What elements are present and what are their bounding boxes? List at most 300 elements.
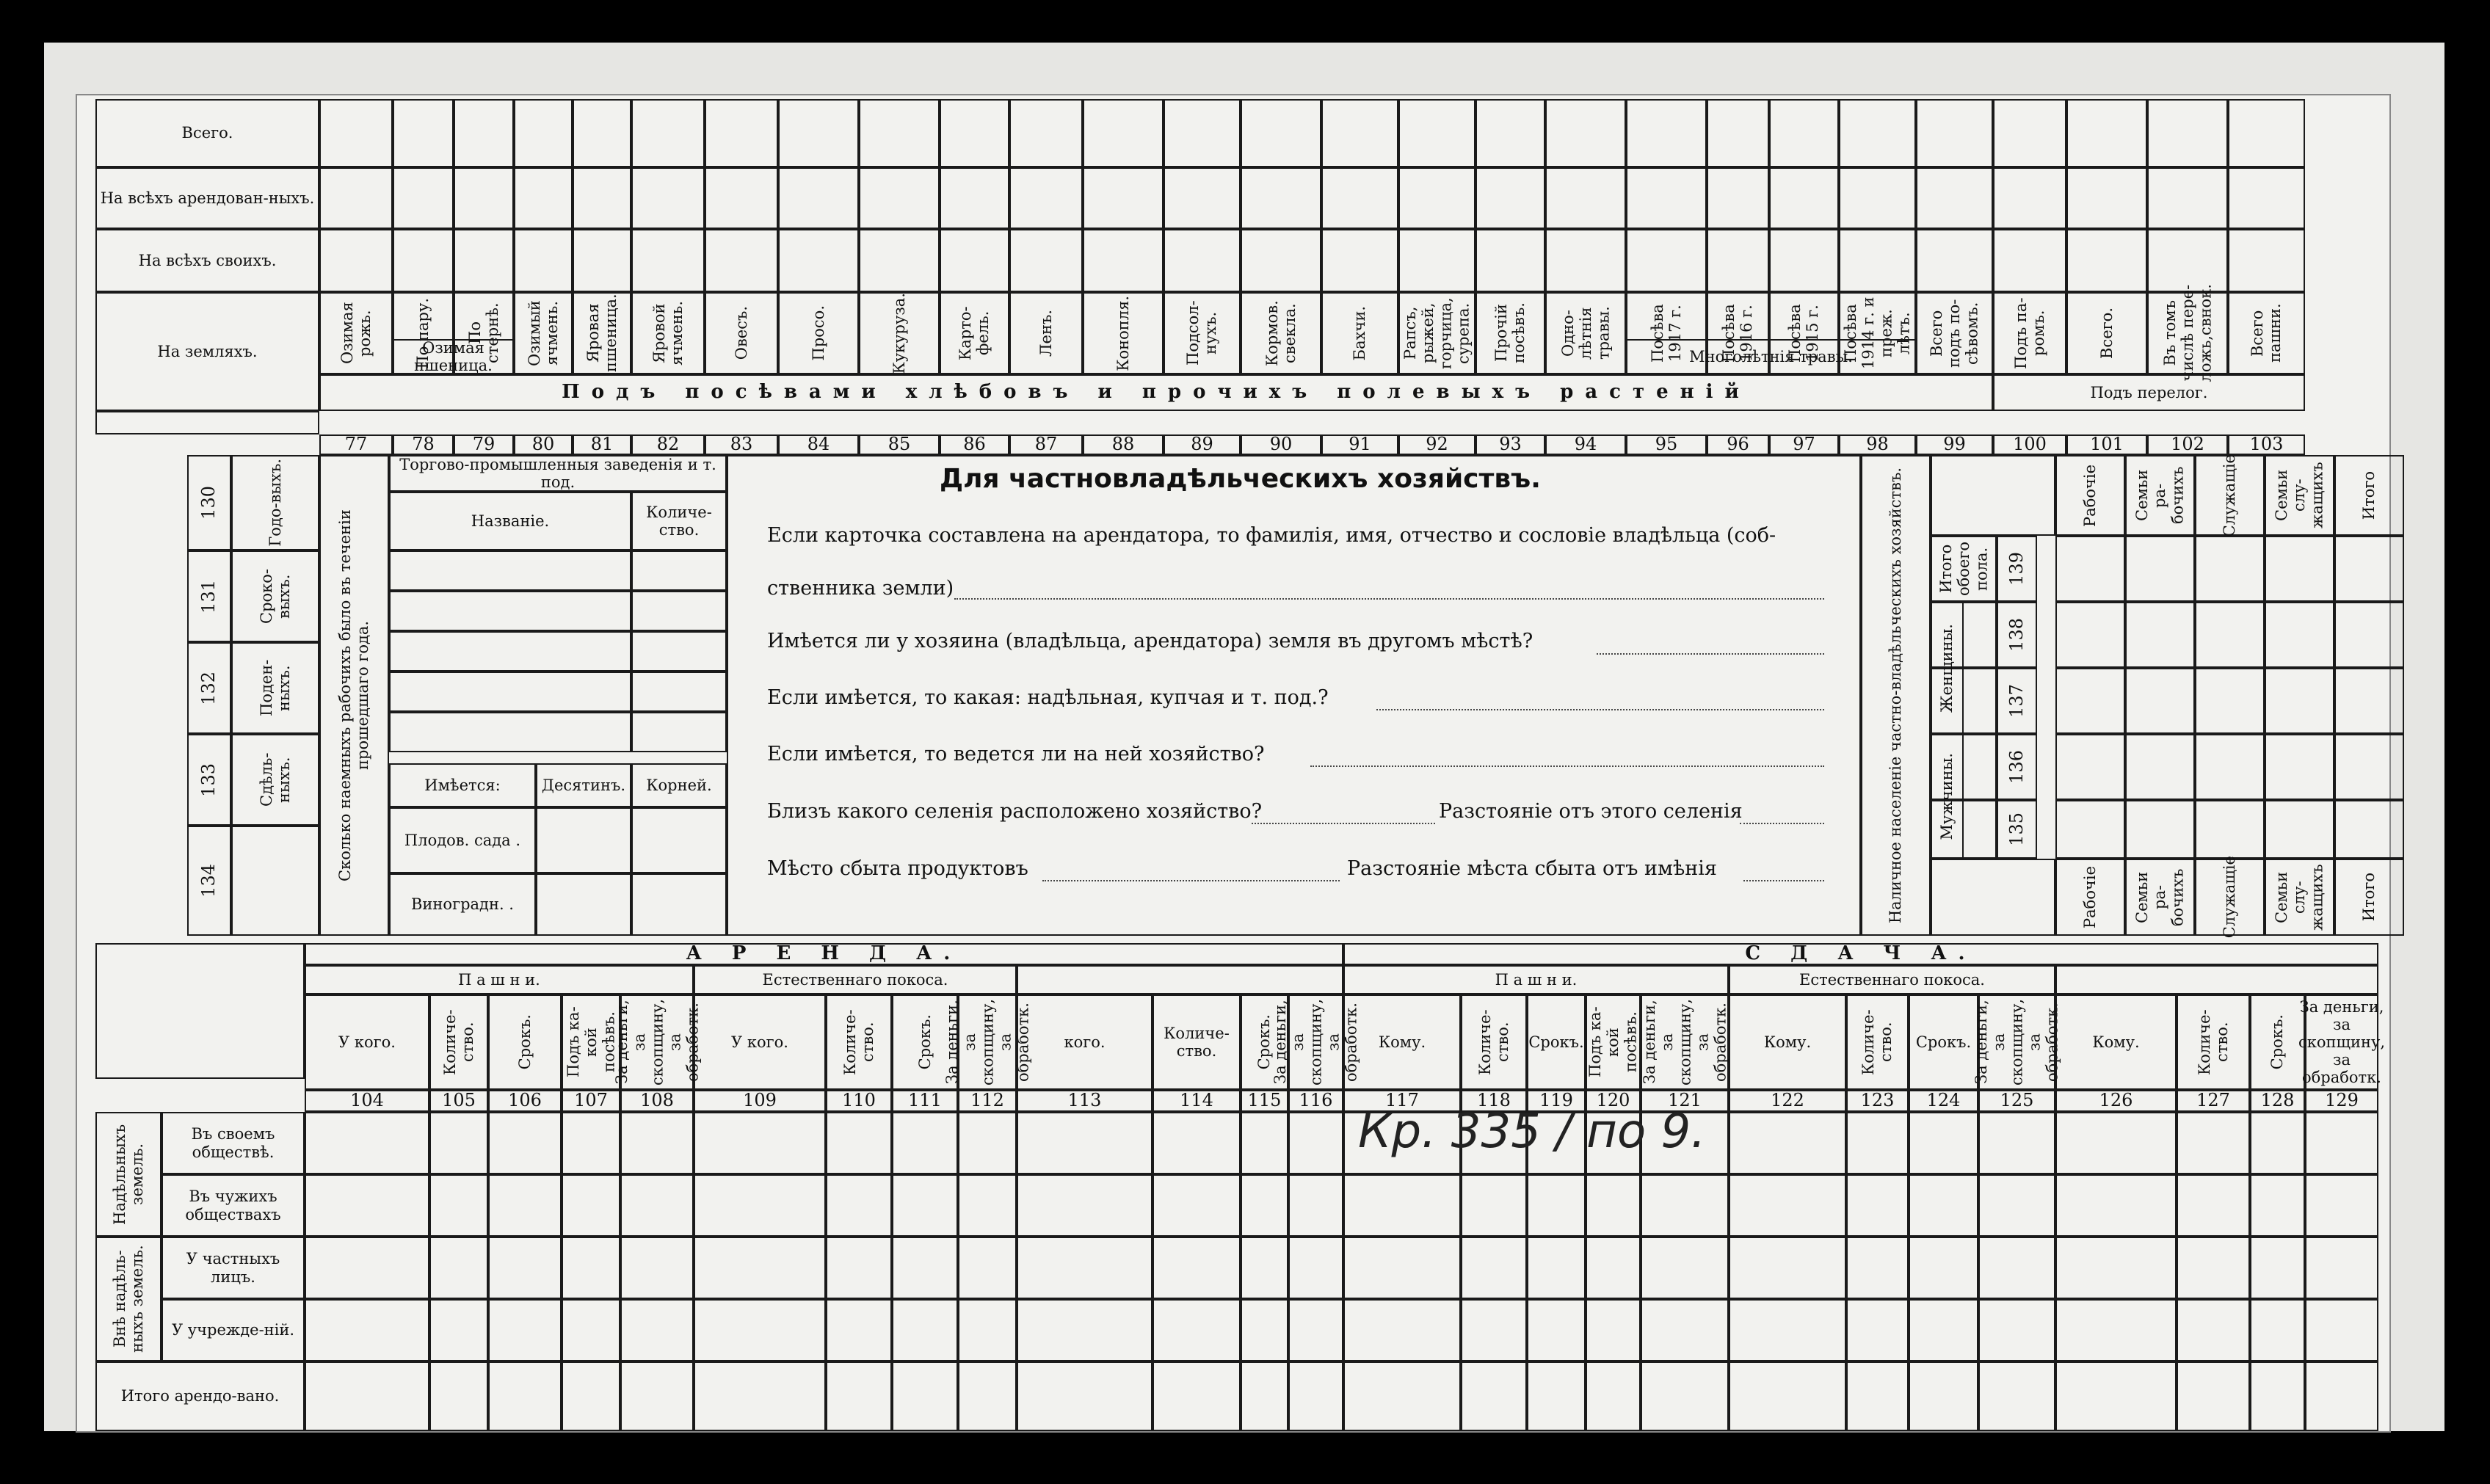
bottom-data-cell [1017,1237,1153,1299]
worker-num-text: 130 [198,486,219,520]
bottom-col-head-text: За деньги, за скопщину, за обработк. [943,998,1032,1086]
pop-right-cell [2125,800,2195,859]
bottom-col-num-text: 124 [1926,1090,1961,1111]
pop-spacer [1931,455,2055,536]
trade-row [631,591,727,631]
arenda-band [305,943,1343,965]
pop-right-cell [2265,734,2334,800]
crop-header-text: Прочій посѣвъ. [1492,302,1528,364]
bottom-col-num-text: 126 [2099,1090,2133,1111]
perelog-band-text: Подъ перелог. [2090,383,2208,401]
bottom-data-cell [694,1174,826,1237]
pop-num [1997,668,2037,734]
trade-row [631,712,727,752]
bottom-col-num-text: 121 [1668,1090,1702,1111]
pop-right-foot [2055,859,2125,936]
top-data-cell [1321,229,1398,292]
crop-number-text: 97 [1793,434,1815,455]
bottom-data-cell [1846,1237,1909,1299]
crop-header-text: Яровая пшеница. [584,294,620,373]
perelog-band [1993,374,2305,411]
bottom-data-cell [826,1299,892,1361]
bottom-data-cell [1527,1361,1586,1431]
bottom-data-cell [1461,1299,1527,1361]
top-data-cell [1398,99,1476,167]
mnogoletnie-label [1626,339,1916,374]
bottom-data-cell [694,1361,826,1431]
top-data-cell [1707,99,1769,167]
crop-number [1398,434,1476,455]
bottom-data-cell [892,1174,958,1237]
pop-right-head-text: Итого [2360,470,2378,520]
worker-num [187,826,231,936]
bottom-col-head [2177,994,2250,1090]
top-row-label-text: На всѣхъ своихъ. [138,251,277,269]
bottom-col-head-text: Срокъ. [2268,1014,2287,1070]
bottom-data-cell [305,1112,429,1174]
pop-num [1997,602,2037,668]
imeetsya-label-text: Имѣется: [424,776,501,794]
top-data-cell [1839,99,1916,167]
sdacha-band-text: С Д А Ч А. [1745,942,1977,965]
bottom-data-cell [1729,1174,1846,1237]
desyatin-head [536,763,631,807]
worker-num-text: 133 [198,763,219,797]
trade-row [631,550,727,591]
pop-num-text: 137 [2006,684,2027,718]
bottom-col-num-text: 122 [1771,1090,1804,1111]
pop-right-foot-text: Служащіе [2221,856,2239,939]
top-data-cell [514,99,573,167]
top-data-cell [859,99,940,167]
bottom-data-cell [1288,1299,1343,1361]
extra-head-s [2055,965,2378,994]
bottom-col-head [1846,994,1909,1090]
bottom-col-num [826,1090,892,1112]
bottom-data-cell [2177,1112,2250,1174]
bottom-col-num-text: 104 [350,1090,384,1111]
top-data-cell [2228,99,2305,167]
bottom-col-num-text: 114 [1180,1090,1213,1111]
bottom-data-cell [1343,1299,1461,1361]
pop-right-cell [2265,536,2334,602]
crop-number-text: 90 [1269,434,1293,455]
bottom-data-cell [2305,1237,2378,1299]
bottom-data-cell [488,1174,562,1237]
bottom-col-num-text: 109 [743,1090,777,1111]
bottom-col-head-text: Срокъ. [1528,1033,1584,1051]
bottom-col-num-text: 106 [508,1090,542,1111]
bottom-data-cell [826,1237,892,1299]
crop-number [1476,434,1545,455]
bottom-col-head-text: Количе-ство. [1476,1009,1511,1075]
crop-header-text: Подсол-нухъ. [1184,300,1220,366]
population-title-text: Наличное населеніе частно-владѣльческихъ хозяйствъ. [1887,467,1905,924]
top-data-cell [393,229,454,292]
bottom-col-head [562,994,620,1090]
bottom-data-cell [1586,1174,1641,1237]
crop-header-text: Ленъ. [1037,310,1055,357]
bottom-col-head [1641,994,1729,1090]
crop-header-text: Кормов. свекла. [1263,300,1299,366]
top-data-cell [1993,99,2066,167]
bottom-col-head-text: Кому. [1378,1033,1426,1051]
bottom-data-cell [1846,1361,1909,1431]
bottom-col-head [1153,994,1241,1090]
bottom-data-cell [2177,1237,2250,1299]
bottom-data-cell [1641,1174,1729,1237]
top-data-cell [859,167,940,229]
top-data-cell [2066,99,2147,167]
crop-header [631,292,705,374]
bottom-data-cell [2305,1299,2378,1361]
bottom-col-num [1846,1090,1909,1112]
pop-right-foot [2125,859,2195,936]
bottom-data-cell [1241,1237,1288,1299]
crop-number [859,434,940,455]
pop-right-foot-text: Семьи слу-жащихъ [2273,864,2326,931]
top-data-cell [1545,229,1626,292]
top-data-cell [1321,167,1398,229]
pop-right-head-text: Семьи слу-жащихъ [2273,462,2326,529]
crop-header-text: Конопля. [1114,295,1132,371]
crop-header [573,292,631,374]
worker-num [187,734,231,826]
crop-band [319,374,1993,411]
top-row-label-text: На земляхъ. [157,342,258,360]
bottom-row-label-text: Итого арендо-вано. [120,1387,280,1405]
top-data-cell [1009,99,1083,167]
bottom-col-head-text: Количе-ство. [1164,1024,1230,1060]
pop-right-foot [2265,859,2334,936]
crop-number-text: 91 [1349,434,1371,455]
top-data-cell [1993,167,2066,229]
bottom-data-cell [892,1361,958,1431]
pop-right-cell [2265,668,2334,734]
crop-number [2228,434,2305,455]
bottom-data-cell [1241,1174,1288,1237]
bottom-data-cell [958,1299,1017,1361]
pop-right-cell [2195,668,2265,734]
top-data-cell [2147,229,2228,292]
vinograd-label-text: Виноградн. . [411,895,514,914]
top-data-cell [778,167,859,229]
bottom-data-cell [694,1299,826,1361]
group-nadel [95,1112,161,1237]
top-data-cell [1398,229,1476,292]
handwritten-note: Кр. 335 / по 9. [1358,1105,1706,1159]
crop-number-text: 96 [1727,434,1749,455]
crop-number-text: 100 [2013,434,2047,455]
bottom-row-label [161,1299,305,1361]
top-data-cell [705,167,778,229]
bottom-col-num [892,1090,958,1112]
crop-number-text: 78 [412,434,435,455]
bottom-col-head-text: Количе-ство. [841,1009,876,1075]
trade-name-head-text: Названіе. [471,512,550,530]
pop-num-text: 138 [2006,618,2027,652]
bottom-col-head-text: Подъ ка-кой посѣвъ. [1586,1006,1640,1078]
bottom-data-cell [1461,1237,1527,1299]
q5: Близъ какого селенія расположено хозяйство? [767,800,1263,823]
bottom-col-head-text: У кого. [731,1033,788,1051]
bottom-data-cell [1909,1237,1978,1299]
worker-num [187,642,231,734]
bottom-data-cell [1343,1361,1461,1431]
crop-number-text: 81 [590,434,614,455]
bottom-col-num [1978,1090,2055,1112]
bottom-col-num [2177,1090,2250,1112]
bottom-col-head-text: У кого. [338,1033,396,1051]
bottom-col-num-text: 111 [908,1090,942,1111]
bottom-col-head [1527,994,1586,1090]
bottom-data-cell [1586,1299,1641,1361]
top-data-cell [319,99,393,167]
bottom-data-cell [1586,1361,1641,1431]
bottom-data-cell [2305,1361,2378,1431]
crop-header [1545,292,1626,374]
bottom-col-head [943,994,1032,1090]
trade-count-head-text: Количе-ство. [646,503,712,539]
crop-header [2147,284,2228,382]
crop-number [1707,434,1769,455]
worker-type-text: Сроко-выхъ. [257,568,293,625]
bottom-data-cell [1641,1237,1729,1299]
bottom-data-cell [2177,1361,2250,1431]
sad-cell [536,807,631,873]
crop-number-text: 99 [1943,434,1966,455]
bottom-data-cell [1153,1237,1241,1299]
bottom-data-cell [620,1299,694,1361]
bottom-col-num [1241,1090,1288,1112]
top-row-label [95,292,319,411]
crop-header-text: Просо. [809,305,827,361]
top-data-cell [454,229,514,292]
crop-number [1164,434,1241,455]
crop-number-text: 86 [963,434,986,455]
pop-right-cell [2125,536,2195,602]
bottom-data-cell [1017,1361,1153,1431]
bottom-data-cell [826,1361,892,1431]
pop-right-cell [2334,800,2404,859]
crop-number-text: 77 [344,434,368,455]
bottom-data-cell [1978,1174,2055,1237]
top-data-cell [1707,229,1769,292]
top-data-cell [705,229,778,292]
pop-right-cell [2125,602,2195,668]
bottom-col-head-text: Количе-ство. [440,1009,476,1075]
ozimaya-label-text: Озимая пшеница. [414,338,493,374]
worker-type-text: Годо-выхъ. [266,459,284,547]
pop-itogo [1931,536,1997,602]
top-row-label-text: Всего. [181,124,233,142]
pop-num [1997,536,2037,602]
bottom-col-num-text: 110 [842,1090,876,1111]
bottom-data-cell [1641,1361,1729,1431]
bottom-row-label [161,1174,305,1237]
top-data-cell [1916,99,1993,167]
pop-right-cell [2265,602,2334,668]
crop-number [2147,434,2228,455]
worker-num-text: 132 [198,671,219,705]
group-nadel-text: Надѣльныхъ земель. [110,1124,146,1225]
pop-itogo-text: Итого обоего пола. [1937,542,1991,597]
top-data-cell [319,167,393,229]
crop-header [1009,292,1083,374]
crop-header-text: По стернѣ. [465,302,501,364]
bottom-data-cell [1909,1299,1978,1361]
bottom-data-cell [488,1237,562,1299]
top-data-cell [705,99,778,167]
pokos-head-s-text: Естественнаго покоса. [1799,970,1985,989]
bottom-col-head-text: Количе-ство. [1859,1009,1895,1075]
pokos-head-a-text: Естественнаго покоса. [762,970,948,989]
sdacha-band [1343,943,2378,965]
crop-header-text: По пару. [414,297,432,369]
pop-right-cell [2055,734,2125,800]
crop-number [1626,434,1707,455]
crop-number [705,434,778,455]
pop-right-cell [2055,800,2125,859]
bottom-col-head [1586,994,1641,1090]
crop-header-text: Въ томъ числѣ пере-ложь,свнок. [2160,284,2215,382]
crop-number [319,434,393,455]
korney-head [631,763,727,807]
top-data-cell [454,99,514,167]
crop-number-text: 102 [2171,434,2204,455]
bottom-data-cell [562,1112,620,1174]
bottom-row-label [161,1237,305,1299]
crop-number-text: 98 [1866,434,1889,455]
pop-num-text: 139 [2006,552,2027,586]
crop-header-text: Карто-фель. [957,306,992,360]
top-data-cell [778,229,859,292]
worker-type [231,734,319,826]
bottom-data-cell [620,1112,694,1174]
pop-right-cell [2125,668,2195,734]
crop-number-text: 92 [1426,434,1448,455]
worker-type [231,550,319,642]
top-data-cell [2228,229,2305,292]
q1a: Если карточка составлена на арендатора, то фамилія, имя, отчество и сословіе владѣльца (соб- [767,524,1776,547]
bottom-col-num [1909,1090,1978,1112]
q6: Мѣсто сбыта продуктовъ [767,857,1028,880]
bottom-col-head-text: Кому. [1763,1033,1812,1051]
top-data-cell [1545,167,1626,229]
q2-line [1597,653,1824,655]
bottom-row-label [161,1112,305,1174]
bottom-data-cell [1586,1237,1641,1299]
crop-header [859,292,940,374]
bottom-data-cell [958,1361,1017,1431]
bottom-col-num [2305,1090,2378,1112]
q6-line [1042,880,1340,881]
top-data-cell [1545,99,1626,167]
bottom-data-cell [1978,1361,2055,1431]
pop-right-head [2125,455,2195,536]
top-data-cell [1476,99,1545,167]
top-data-cell [2147,167,2228,229]
crop-number [1083,434,1164,455]
pop-spacer [1931,859,2055,936]
bottom-data-cell [1729,1361,1846,1431]
pop-right-head [2195,455,2265,536]
bottom-col-head-text: За деньги, за скопщину, за обработк. [1271,998,1360,1086]
pashni-head-s-text: П а ш н и. [1495,970,1578,989]
worker-type [231,826,319,936]
crop-header [2228,292,2305,374]
bottom-data-cell [1527,1174,1586,1237]
bottom-col-head [429,994,488,1090]
pop-right-head-text: Рабочіе [2081,464,2099,527]
bottom-col-num-text: 120 [1596,1090,1630,1111]
trade-row [631,631,727,672]
bottom-col-head [1729,994,1846,1090]
crop-number [1769,434,1839,455]
bottom-corner [95,943,305,1079]
q6b: Разстояніе мѣста сбыта отъ имѣнія [1347,857,1717,880]
bottom-data-cell [1343,1174,1461,1237]
bottom-data-cell [2250,1299,2305,1361]
bottom-data-cell [892,1237,958,1299]
bottom-data-cell [1978,1299,2055,1361]
bottom-col-head [1343,994,1461,1090]
bottom-col-num [305,1090,429,1112]
crop-band-text: Подъ посѣвами хлѣбовъ и прочихъ полевыхъ растеній [562,381,1751,404]
crop-number-text: 103 [2249,434,2284,455]
bottom-col-head [2298,994,2386,1090]
bottom-col-head [694,994,826,1090]
pop-right-cell [2195,536,2265,602]
private-title: Для частновладѣльческихъ хозяйствъ. [940,464,1541,494]
bottom-data-cell [305,1361,429,1431]
top-data-cell [514,167,573,229]
bottom-col-head [1271,994,1360,1090]
crop-header-text: Овесъ. [732,306,750,360]
bottom-data-cell [620,1237,694,1299]
pokos-head-s [1729,965,2055,994]
trade-title-text: Торгово-промышленныя заведенія и т. под. [399,455,716,491]
group-vne-text: Внѣ надѣль-ныхъ земель. [110,1245,146,1353]
bottom-row-label-text: Въ своемъ обществѣ. [191,1125,275,1161]
bottom-data-cell [2305,1174,2378,1237]
bottom-col-num-text: 129 [2325,1090,2359,1111]
bottom-data-cell [958,1237,1017,1299]
q4-line [1310,765,1824,767]
pop-right-head [2334,455,2404,536]
bottom-col-num [2250,1090,2305,1112]
crop-number-text: 89 [1191,434,1213,455]
mnogoletnie-label-text: Многолѣтнія травы. [1689,347,1853,365]
top-data-cell [631,99,705,167]
sad-label-text: Плодов. сада . [404,831,521,849]
bottom-data-cell [2177,1299,2250,1361]
bottom-data-cell [1288,1361,1343,1431]
trade-row [389,712,631,752]
top-data-cell [1707,167,1769,229]
bottom-data-cell [488,1361,562,1431]
trade-count-head [631,492,727,550]
pop-men [1931,734,1964,859]
crop-number [573,434,631,455]
bottom-col-head-text: кого. [1064,1033,1106,1051]
bottom-data-cell [1241,1361,1288,1431]
desyatin-head-text: Десятинъ. [541,776,626,794]
q3-line [1376,709,1824,710]
bottom-data-cell [1017,1299,1153,1361]
crop-number [514,434,573,455]
bottom-data-cell [1017,1174,1153,1237]
